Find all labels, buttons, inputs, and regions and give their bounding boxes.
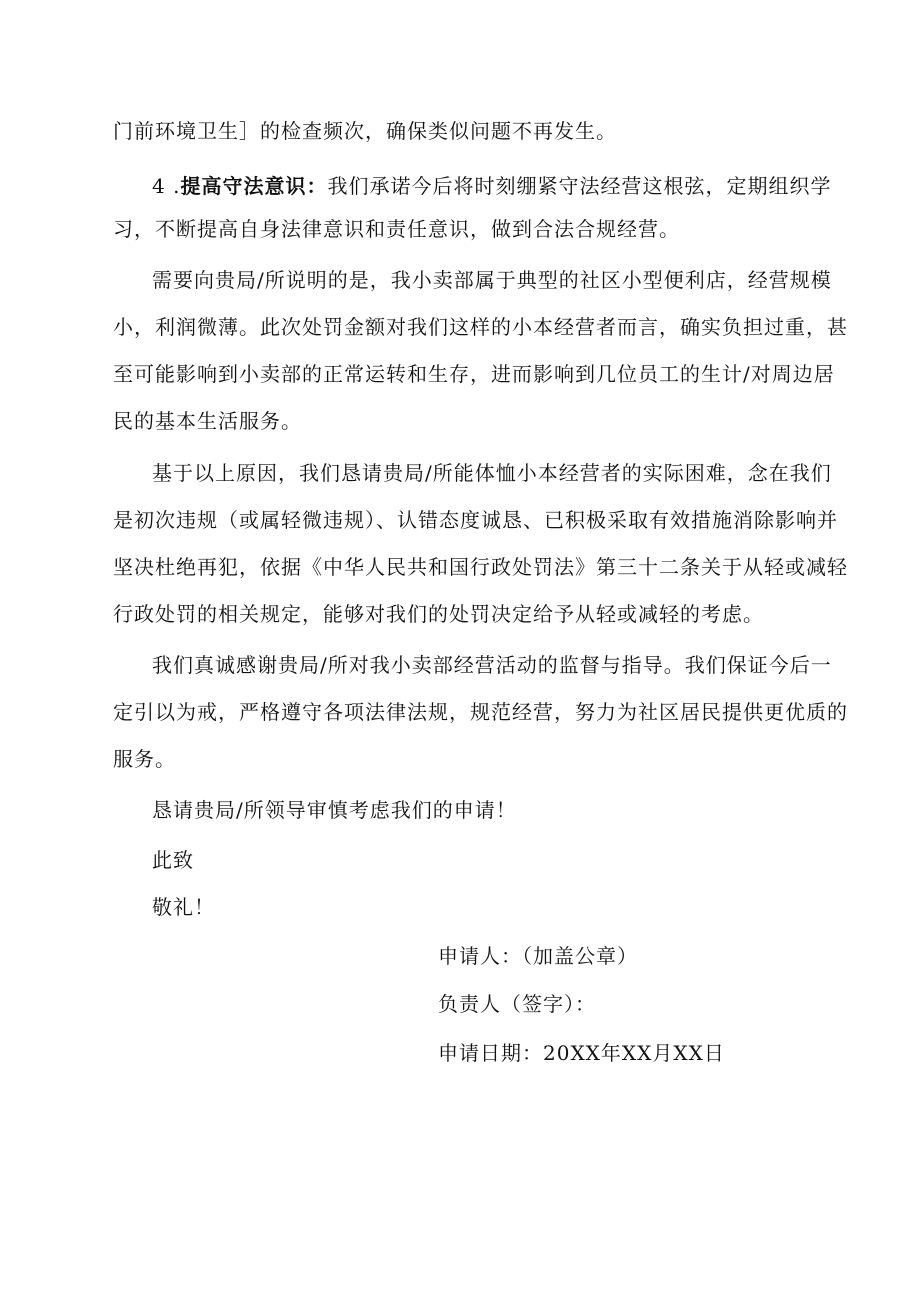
item-text: 我们承诺今后将时刻绷紧守法经营这根弦，定期组织学 xyxy=(327,174,832,198)
body-line: 小，利润微薄。此次处罚金额对我们这样的小本经营者而言，确实负担过重，甚 xyxy=(113,315,848,339)
salutation-jingli: 敬礼！ xyxy=(152,895,215,919)
item-heading: 提高守法意识： xyxy=(180,174,328,198)
body-line: 门前环境卫生］的检查频次，确保类似问题不再发生。 xyxy=(113,119,617,143)
body-line: 坚决杜绝再犯，依据《中华人民共和国行政处罚法》第三十二条关于从轻或减轻 xyxy=(113,555,848,579)
item-number: 4 . xyxy=(152,174,181,198)
paragraph-start: 基于以上原因，我们恳请贵局/所能体恤小本经营者的实际困难，念在我们 xyxy=(152,461,832,485)
application-date: 申请日期：20XX年XX月XX日 xyxy=(438,1041,725,1065)
body-line: 行政处罚的相关规定，能够对我们的处罚决定给予从轻或减轻的考虑。 xyxy=(113,602,764,626)
body-line: 是初次违规（或属轻微违规）、认错态度诚恳、已积极采取有效措施消除影响并 xyxy=(113,508,838,532)
numbered-item-4 xyxy=(152,172,831,200)
body-line: 服务。 xyxy=(113,747,176,771)
body-line: 习，不断提高自身法律意识和责任意识，做到合法合规经营。 xyxy=(113,217,680,241)
applicant-line: 申请人：（加盖公章） xyxy=(438,944,638,968)
body-line: 民的基本生活服务。 xyxy=(113,409,302,433)
body-line: 定引以为戒，严格遵守各项法律法规，规范经营，努力为社区居民提供更优质的 xyxy=(113,700,848,724)
salutation-cizhi: 此致 xyxy=(152,848,194,872)
paragraph-start: 我们真诚感谢贵局/所对我小卖部经营活动的监督与指导。我们保证今后一 xyxy=(152,653,832,677)
paragraph-start: 需要向贵局/所说明的是，我小卖部属于典型的社区小型便利店，经营规模 xyxy=(152,268,832,292)
body-line: 至可能影响到小卖部的正常运转和生存，进而影响到几位员工的生计/对周边居 xyxy=(113,362,835,386)
responsible-line: 负责人（签字）： xyxy=(438,992,596,1016)
closing-request: 恳请贵局/所领导审慎考虑我们的申请！ xyxy=(152,798,517,822)
